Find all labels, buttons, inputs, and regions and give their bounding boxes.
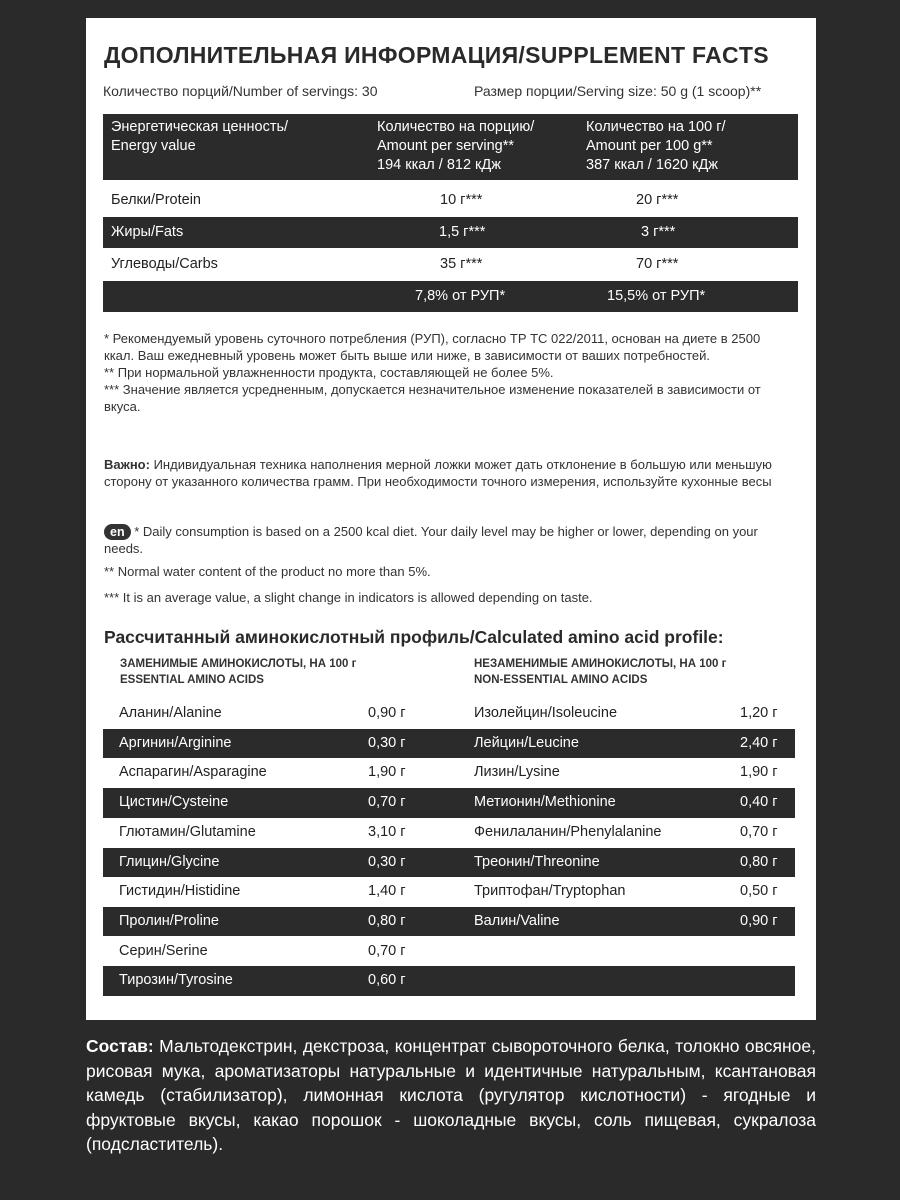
language-badge-en: en (104, 524, 131, 540)
amino-row (103, 699, 795, 729)
amino-left-name: Гистидин/Histidine (119, 883, 241, 900)
nutrient-per-serving: 1,5 г*** (439, 224, 486, 240)
serving-size: Размер порции/Serving size: 50 g (1 scoop)** (474, 83, 762, 99)
important-label: Важно: (104, 457, 150, 472)
amino-left-name: Глицин/Glycine (119, 853, 220, 870)
non-essential-amino-header-en: NON-ESSENTIAL AMINO ACIDS (474, 674, 648, 686)
per-serving-energy: 194 ккал / 812 кДж (377, 157, 501, 173)
amino-left-name: Аспарагин/Asparagine (119, 764, 267, 781)
page-title: ДОПОЛНИТЕЛЬНАЯ ИНФОРМАЦИЯ/SUPPLEMENT FACTS (104, 42, 769, 68)
nutrient-per-100g: 3 г*** (641, 224, 676, 240)
amino-right-value: 1,20 г (740, 705, 778, 721)
supplement-facts-panel (86, 18, 816, 1020)
amino-row (103, 966, 795, 996)
amino-left-value: 3,10 г (368, 823, 406, 840)
essential-amino-header-ru: ЗАМЕНИМЫЕ АМИНОКИСЛОТЫ, НА 100 г (120, 658, 357, 670)
nutrition-row-protein (103, 185, 798, 216)
nutrient-per-100g: 20 г*** (636, 192, 679, 208)
amino-left-name: Тирозин/Tyrosine (119, 972, 233, 989)
amino-left-value: 0,90 г (368, 705, 406, 721)
nutrition-row-fats (103, 217, 798, 248)
amino-left-value: 0,30 г (368, 853, 406, 870)
amino-row (103, 729, 795, 759)
amino-left-name: Аргинин/Arginine (119, 734, 232, 751)
footnote-en-moisture: ** Normal water content of the product no more than 5%. (104, 564, 431, 579)
nutrition-row-carbs (103, 249, 798, 280)
amino-right-name: Валин/Valine (474, 912, 560, 929)
amino-left-value: 0,30 г (368, 734, 406, 751)
nutrient-per-serving: 10 г*** (440, 192, 483, 208)
nutrient-per-serving: 7,8% от РУП* (415, 288, 506, 304)
amino-right-value: 1,90 г (740, 764, 778, 781)
essential-amino-header-en: ESSENTIAL AMINO ACIDS (120, 674, 264, 686)
important-text: Индивидуальная техника наполнения мерной ложки может дать отклонение в большую или меньшую сторону от указанного количества грамм. При необходимости точного измерения, используйте кухонные весы (104, 457, 772, 489)
footnote-average: *** Значение является усредненным, допускается незначительное изменение показателей в зависимости от вкуса. (104, 382, 761, 414)
composition-text: Мальтодекстрин, декстроза, концентрат сывороточного белка, толокно овсяное, рисовая мука, ароматизаторы натуральные и идентичные натуральным, ксантановая камедь (стабилизатор), лимонная кислота (ругулятор кислотности) - ягодные и фруктовые вкусы, какао порошок - шоколадные вкусы, соль пищевая, сукралоза (подсластитель). (86, 1036, 816, 1154)
nutrient-per-100g: 70 г*** (636, 256, 679, 272)
amino-right-value: 0,70 г (740, 823, 778, 840)
amino-left-value: 0,70 г (368, 942, 406, 959)
energy-label-en: Energy value (111, 138, 196, 154)
amino-right-value: 0,40 г (740, 794, 778, 811)
amino-row (103, 907, 795, 937)
amino-left-value: 1,90 г (368, 764, 406, 781)
footnote-moisture: ** При нормальной увлажненности продукта, составляющей не более 5%. (104, 365, 554, 380)
amino-left-value: 1,40 г (368, 883, 406, 900)
footnotes-ru (104, 330, 784, 415)
nutrition-header (103, 114, 798, 180)
per-serving-label-en: Amount per serving** (377, 138, 515, 154)
nutrition-row-daily-value (103, 281, 798, 312)
nutrient-name: Жиры/Fats (111, 224, 184, 240)
composition-label: Состав: (86, 1036, 154, 1056)
per-100g-label-en: Amount per 100 g** (586, 138, 713, 154)
footnote-en-daily-text: * Daily consumption is based on a 2500 kcal diet. Your daily level may be higher or lower, depending on your needs. (104, 524, 758, 556)
amino-right-name: Фенилаланин/Phenylalanine (474, 823, 662, 840)
amino-row (103, 758, 795, 788)
footnote-en-average: *** It is an average value, a slight change in indicators is allowed depending on taste. (104, 590, 593, 605)
amino-profile-title: Рассчитанный аминокислотный профиль/Calculated amino acid profile: (104, 627, 724, 647)
non-essential-amino-header-ru: НЕЗАМЕНИМЫЕ АМИНОКИСЛОТЫ, НА 100 г (474, 658, 727, 670)
footnotes-en (104, 523, 784, 606)
amino-row (103, 877, 795, 907)
per-100g-energy: 387 ккал / 1620 кДж (586, 157, 718, 173)
amino-right-name: Триптофан/Tryptophan (474, 883, 626, 900)
amino-right-name: Лейцин/Leucine (474, 734, 579, 751)
amino-left-value: 0,80 г (368, 912, 406, 929)
essential-amino-header (120, 656, 356, 688)
amino-left-value: 0,70 г (368, 794, 406, 811)
amino-right-name: Изолейцин/Isoleucine (474, 705, 618, 721)
amino-right-value: 2,40 г (740, 734, 778, 751)
amino-left-name: Серин/Serine (119, 942, 208, 959)
amino-left-name: Цистин/Cysteine (119, 794, 229, 811)
servings-count: Количество порций/Number of servings: 30 (103, 83, 378, 99)
amino-right-name: Лизин/Lysine (474, 764, 560, 781)
amino-left-value: 0,60 г (368, 972, 406, 989)
amino-right-value: 0,80 г (740, 853, 778, 870)
amino-left-name: Аланин/Alanine (119, 705, 222, 721)
footnote-rdi: * Рекомендуемый уровень суточного потребления (РУП), согласно ТР ТС 022/2011, основан на диете в 2500 ккал. Ваш ежедневный уровень может быть выше или ниже, в зависимости от ваших потребностей. (104, 331, 761, 363)
nutrient-name: Углеводы/Carbs (111, 256, 218, 272)
amino-row (103, 788, 795, 818)
amino-row (103, 937, 795, 967)
nutrient-per-100g: 15,5% от РУП* (607, 288, 706, 304)
nutrient-name: Белки/Protein (111, 192, 201, 208)
amino-right-value: 0,50 г (740, 883, 778, 900)
amino-left-name: Глютамин/Glutamine (119, 823, 256, 840)
footnote-en-daily (104, 523, 784, 557)
amino-right-value: 0,90 г (740, 912, 778, 929)
amino-left-name: Пролин/Proline (119, 912, 219, 929)
nutrient-per-serving: 35 г*** (440, 256, 483, 272)
amino-row (103, 818, 795, 848)
per-serving-label-ru: Количество на порцию/ (377, 119, 535, 135)
amino-right-name: Метионин/Methionine (474, 794, 616, 811)
non-essential-amino-header (474, 656, 726, 688)
important-note (104, 456, 784, 490)
amino-row (103, 848, 795, 878)
per-100g-label-ru: Количество на 100 г/ (586, 119, 726, 135)
energy-label-ru: Энергетическая ценность/ (111, 119, 289, 135)
composition (86, 1034, 816, 1157)
amino-right-name: Треонин/Threonine (474, 853, 600, 870)
